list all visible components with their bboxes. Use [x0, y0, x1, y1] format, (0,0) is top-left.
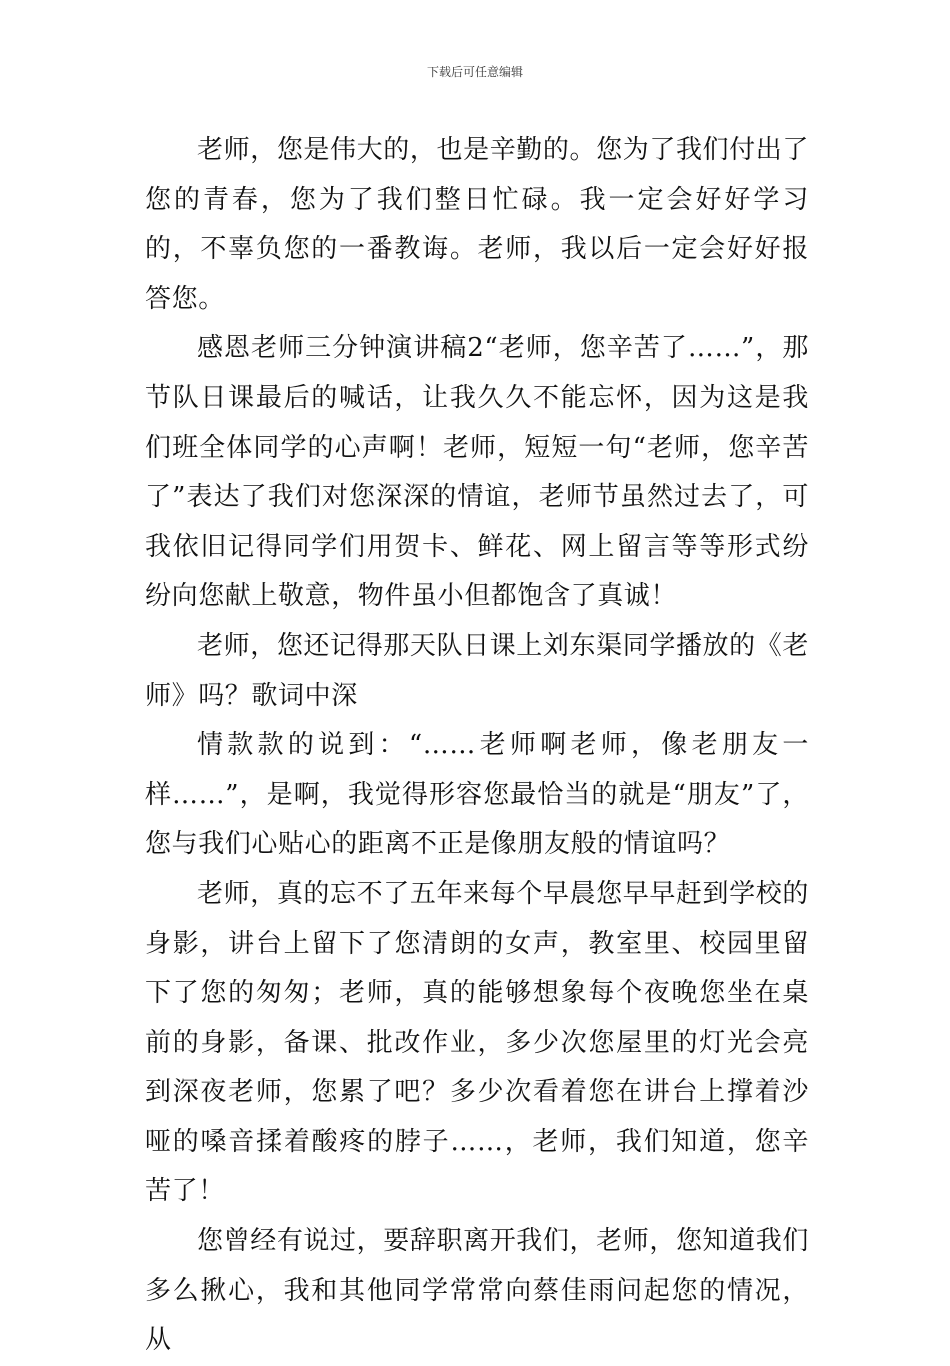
paragraph-4: 情款款的说到：“……老师啊老师，像老朋友一样……”，是啊，我觉得形容您最恰当的就是“朋友”了，您与我们心贴心的距离不正是像朋友般的情谊吗？	[145, 730, 809, 860]
paragraph-1: 老师，您是伟大的，也是辛勤的。您为了我们付出了您的青春，您为了我们整日忙碌。我一定会好好学习的，不辜负您的一番教诲。老师，我以后一定会好好报答您。	[145, 135, 809, 314]
paragraph-5: 老师，真的忘不了五年来每个早晨您早早赶到学校的身影，讲台上留下了您清朗的女声，教室里、校园里留下了您的匆匆；老师，真的能够想象每个夜晚您坐在桌前的身影，备课、批改作业，多少次您屋里的灯光会亮到深夜老师，您累了吧？多少次看着您在讲台上撑着沙哑的嗓音揉着酸疼的脖子……，老师，我们知道，您辛苦了！	[145, 878, 809, 1207]
page-header-note: 下载后可任意编辑	[426, 65, 523, 79]
paragraph-2: 感恩老师三分钟演讲稿2“老师，您辛苦了……”，那节队日课最后的喊话，让我久久不能忘怀，因为这是我们班全体同学的心声啊！老师，短短一句“老师，您辛苦了”表达了我们对您深深的情谊，老师节虽然过去了，可我依旧记得同学们用贺卡、鲜花、网上留言等等形式纷纷向您献上敬意，物件虽小但都饱含了真诚！	[145, 333, 809, 612]
document-body	[145, 126, 809, 1366]
paragraph-6: 您曾经有说过，要辞职离开我们，老师，您知道我们多么揪心，我和其他同学常常向蔡佳雨问起您的情况，从	[145, 1226, 809, 1356]
paragraph-3: 老师，您还记得那天队日课上刘东渠同学播放的《老师》吗？歌词中深	[145, 630, 809, 711]
